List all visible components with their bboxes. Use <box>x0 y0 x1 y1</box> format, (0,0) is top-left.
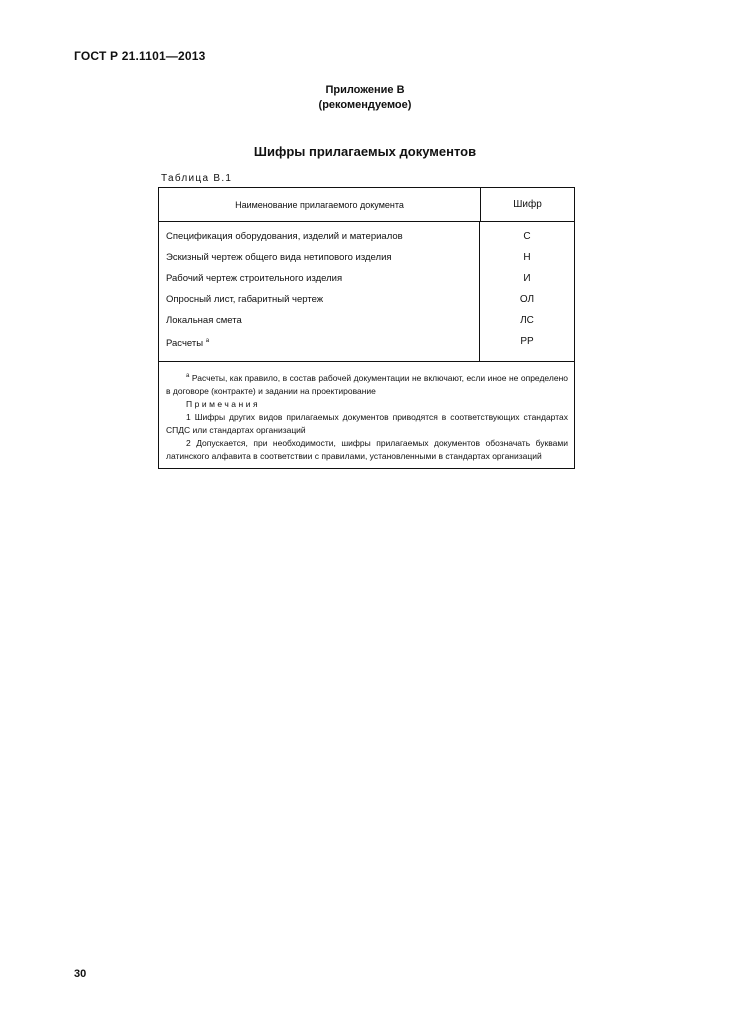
table-row-name: Локальная смета <box>166 315 242 326</box>
column-header-document-name: Наименование прилагаемого документа <box>159 188 481 221</box>
note-1: 1 Шифры других видов прилагаемых документов приводятся в соответствующих стандартах СПДС или стандартах организаций <box>166 411 568 435</box>
table-row-name: Эскизный чертеж общего вида нетипового изделия <box>166 252 392 263</box>
footnote-text: Расчеты, как правило, в состав рабочей документации не включают, если иное не определено в договоре (контракте) и задании на проектирование <box>166 372 568 396</box>
table-label: Таблица В.1 <box>161 173 233 184</box>
table-row-name: Расчеты <box>166 338 204 350</box>
document-name-column <box>159 222 480 361</box>
page-title: Шифры прилагаемых документов <box>253 144 477 159</box>
code-column <box>480 222 574 361</box>
table-body <box>159 222 574 362</box>
table-row-code: ОЛ <box>519 294 535 305</box>
table-row-name: Спецификация оборудования, изделий и материалов <box>166 231 403 242</box>
table-header-row <box>159 188 574 222</box>
appendix-heading <box>0 83 730 113</box>
footnote-marker: а <box>205 338 210 344</box>
codes-table <box>158 187 575 469</box>
table-row-code: ЛС <box>520 315 534 326</box>
table-row-code: РР <box>520 336 534 347</box>
appendix-status: (рекомендуемое) <box>318 99 412 111</box>
table-row-name: Опросный лист, габаритный чертеж <box>166 294 324 305</box>
footnote-marker: а <box>186 373 190 379</box>
appendix-title: Приложение В <box>325 84 405 96</box>
page-number: 30 <box>74 968 87 980</box>
table-row-name: Рабочий чертеж строительного изделия <box>166 273 343 284</box>
table-notes <box>159 362 574 468</box>
footnote <box>166 370 568 398</box>
column-header-code: Шифр <box>513 199 542 210</box>
table-row-code: Н <box>523 252 531 263</box>
table-row-code: И <box>523 273 531 284</box>
table-row-code: С <box>523 231 531 242</box>
note-2: 2 Допускается, при необходимости, шифры прилагаемых документов обозначать буквами латинского алфавита в соответствии с правилами, установленными в стандартах организаций <box>166 437 568 461</box>
document-code: ГОСТ Р 21.1101—2013 <box>74 49 206 63</box>
table-row-name-with-footnote <box>166 334 479 355</box>
notes-heading: Примечания <box>186 398 261 409</box>
